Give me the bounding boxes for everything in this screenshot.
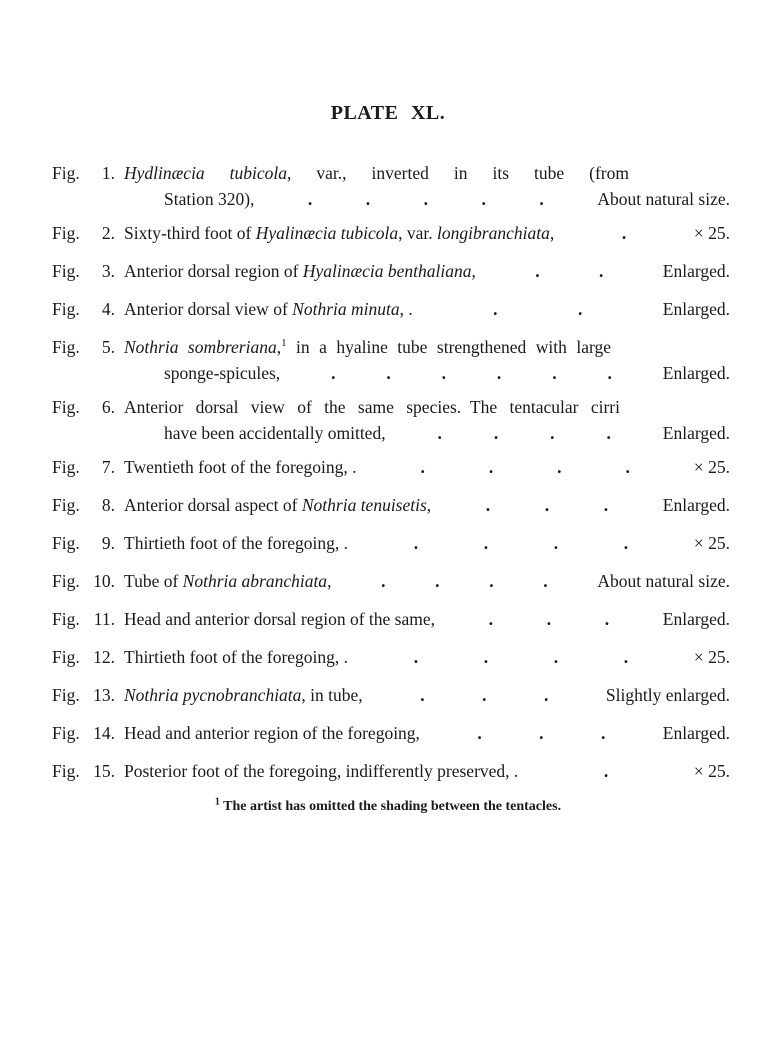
figure-number: 3.	[101, 261, 115, 281]
figure-entry	[52, 607, 730, 631]
figure-label: Fig.	[52, 299, 80, 319]
figure-result: About natural size.	[597, 189, 730, 209]
description-line	[124, 493, 730, 517]
figure-label-column	[52, 395, 115, 445]
description-line	[124, 335, 730, 359]
text-segment: Thirtieth foot of the foregoing, .	[124, 647, 349, 667]
species-name: Nothria sombreriana	[124, 337, 277, 357]
figure-label: Fig.	[52, 761, 80, 781]
text-segment: ,	[471, 261, 476, 281]
figure-text	[124, 531, 348, 555]
leader-dots	[386, 421, 663, 445]
leader-dot: .	[420, 457, 425, 477]
description-line	[164, 361, 730, 385]
figure-entry	[52, 493, 730, 517]
leader-dot: .	[553, 647, 559, 667]
figure-description	[115, 683, 730, 707]
figure-number: 1.	[101, 163, 115, 183]
leader-dots	[476, 259, 663, 283]
text-segment: Anterior dorsal view of	[124, 299, 293, 319]
figure-entry	[52, 395, 730, 445]
leader-dot: .	[483, 533, 489, 553]
leader-dot: .	[539, 189, 544, 209]
leader-dot: .	[441, 363, 447, 383]
leader-dot: .	[600, 723, 606, 743]
text-segment: Tube of	[124, 571, 183, 591]
text-segment: ,	[276, 337, 282, 357]
figure-label: Fig.	[52, 337, 80, 357]
figure-entry	[52, 455, 730, 479]
description-line	[124, 297, 730, 321]
figure-text	[124, 607, 435, 631]
leader-dot: .	[488, 609, 494, 629]
footnote-marker: 1	[214, 796, 220, 808]
species-name: Nothria pycnobranchiata	[124, 685, 302, 705]
text-segment: , var., inverted in its tube (from	[287, 163, 629, 183]
text-segment: Head and anterior region of the foregoing,	[124, 723, 420, 743]
text-segment: ,	[549, 223, 555, 243]
figure-list	[0, 161, 776, 783]
figure-result: × 25.	[693, 223, 730, 243]
figure-number: 10.	[93, 571, 115, 591]
leader-dot: .	[386, 363, 391, 383]
leader-dot: .	[546, 609, 552, 629]
figure-label: Fig.	[52, 685, 80, 705]
footnote	[0, 797, 776, 817]
figure-description	[115, 759, 730, 783]
leader-dot: .	[423, 189, 429, 209]
figure-description	[115, 335, 730, 385]
figure-result: Slightly enlarged.	[605, 685, 730, 705]
text-segment: , var.	[398, 223, 438, 243]
text-segment: Sixty-third foot of	[124, 223, 256, 243]
description-line	[124, 569, 730, 593]
figure-number: 11.	[93, 609, 115, 629]
leader-dot: .	[365, 189, 371, 209]
figure-text	[124, 493, 431, 517]
figure-entry	[52, 297, 730, 321]
figure-result: × 25.	[693, 533, 730, 553]
figure-label: Fig.	[52, 163, 80, 183]
leader-dots	[413, 297, 663, 321]
leader-dot: .	[437, 423, 442, 443]
figure-entry	[52, 335, 730, 385]
leader-dot: .	[485, 495, 491, 515]
description-line	[124, 645, 730, 669]
figure-label-column	[52, 607, 115, 631]
description-line	[124, 455, 730, 479]
figure-result: × 25.	[693, 647, 730, 667]
figure-number: 6.	[101, 397, 115, 417]
leader-dots	[357, 455, 694, 479]
figure-label-column	[52, 493, 115, 517]
figure-result: Enlarged.	[662, 299, 730, 319]
figure-label: Fig.	[52, 533, 80, 553]
figure-label: Fig.	[52, 457, 80, 477]
leader-dot: .	[539, 723, 544, 743]
description-line	[124, 607, 730, 631]
figure-entry	[52, 721, 730, 745]
figure-label: Fig.	[52, 397, 80, 417]
leader-dot: .	[413, 533, 419, 553]
text-segment: have been accidentally omitted,	[164, 423, 386, 443]
figure-description	[115, 161, 730, 211]
figure-label-column	[52, 161, 115, 211]
text-segment: Head and anterior dorsal region of the same,	[124, 609, 435, 629]
text-segment: 1	[281, 337, 287, 350]
figure-description	[115, 297, 730, 321]
leader-dots	[435, 607, 663, 631]
description-line	[124, 721, 730, 745]
text-segment: sponge-spicules,	[164, 363, 281, 383]
figure-number: 2.	[101, 223, 115, 243]
figure-number: 9.	[101, 533, 115, 553]
figure-entry	[52, 683, 730, 707]
figure-text	[124, 645, 348, 669]
leader-dot: .	[381, 571, 386, 591]
figure-text	[124, 395, 620, 419]
text-segment: in a hyaline tube strengthened with large	[286, 337, 611, 357]
figure-text	[124, 683, 363, 707]
leader-dot: .	[489, 571, 494, 591]
leader-dot: .	[606, 423, 611, 443]
leader-dot: .	[543, 685, 549, 705]
figure-number: 8.	[101, 495, 115, 515]
leader-dot: .	[603, 761, 609, 781]
leader-dots	[518, 759, 694, 783]
leader-dot: .	[331, 363, 336, 383]
figure-entry	[52, 645, 730, 669]
text-segment: Anterior dorsal view of the same species. The tentacular cirri	[124, 397, 620, 417]
figure-label: Fig.	[52, 495, 80, 515]
figure-description	[115, 493, 730, 517]
species-name: Hydlinæcia tubicola	[124, 163, 288, 183]
leader-dot: .	[623, 533, 629, 553]
description-line	[164, 421, 730, 445]
description-line	[124, 759, 730, 783]
leader-dot: .	[577, 299, 583, 319]
figure-description	[115, 395, 730, 445]
figure-number: 5.	[101, 337, 115, 357]
description-line	[124, 259, 730, 283]
figure-result: × 25.	[693, 761, 730, 781]
figure-text	[164, 361, 280, 385]
leader-dot: .	[481, 189, 486, 209]
leader-dot: .	[621, 223, 627, 243]
leader-dot: .	[413, 647, 419, 667]
figure-label: Fig.	[52, 261, 80, 281]
figure-text	[124, 721, 420, 745]
species-name: longibranchiata	[437, 223, 550, 243]
figure-entry	[52, 759, 730, 783]
figure-label-column	[52, 759, 115, 783]
leader-dot: .	[482, 685, 487, 705]
leader-dot: .	[535, 261, 540, 281]
figure-label-column	[52, 455, 115, 479]
text-segment: Anterior dorsal aspect of	[124, 495, 302, 515]
figure-text	[124, 297, 413, 321]
text-segment: Thirtieth foot of the foregoing, .	[124, 533, 349, 553]
text-segment: Posterior foot of the foregoing, indifferently preserved, .	[124, 761, 519, 781]
figure-description	[115, 259, 730, 283]
leader-dots	[554, 221, 694, 245]
species-name: Hyalinæcia benthaliana	[302, 261, 472, 281]
figure-text	[164, 187, 254, 211]
figure-entry	[52, 161, 730, 211]
leader-dots	[280, 361, 663, 385]
figure-label: Fig.	[52, 609, 80, 629]
figure-description	[115, 645, 730, 669]
figure-number: 7.	[101, 457, 115, 477]
species-name: Nothria tenuisetis	[301, 495, 427, 515]
plate-title: PLATE XL.	[330, 102, 446, 124]
text-segment: , in tube,	[301, 685, 363, 705]
description-line	[124, 221, 730, 245]
figure-text	[124, 161, 629, 185]
figure-description	[115, 455, 730, 479]
leader-dot: .	[496, 363, 502, 383]
figure-label-column	[52, 335, 115, 385]
leader-dot: .	[493, 423, 499, 443]
figure-entry	[52, 221, 730, 245]
figure-label-column	[52, 683, 115, 707]
figure-result: × 25.	[693, 457, 730, 477]
figure-result: Enlarged.	[662, 723, 730, 743]
text-segment: ,	[426, 495, 432, 515]
figure-label: Fig.	[52, 723, 80, 743]
leader-dot: .	[553, 533, 559, 553]
figure-description	[115, 531, 730, 555]
leader-dots	[431, 493, 663, 517]
figure-description	[115, 721, 730, 745]
leader-dot: .	[625, 457, 630, 477]
figure-label-column	[52, 569, 115, 593]
leader-dot: .	[623, 647, 629, 667]
figure-text	[124, 455, 357, 479]
figure-number: 14.	[93, 723, 115, 743]
leader-dot: .	[544, 495, 550, 515]
leader-dots	[420, 721, 663, 745]
figure-result: Enlarged.	[662, 363, 730, 383]
leader-dot: .	[550, 423, 555, 443]
figure-description	[115, 569, 730, 593]
description-line	[124, 161, 730, 185]
figure-entry	[52, 531, 730, 555]
leader-dot: .	[483, 647, 489, 667]
figure-description	[115, 607, 730, 631]
description-line	[164, 187, 730, 211]
text-segment: Station 320),	[164, 189, 255, 209]
figure-text	[164, 421, 386, 445]
text-segment: ,	[327, 571, 332, 591]
leader-dot: .	[599, 261, 604, 281]
leader-dots	[254, 187, 597, 211]
leader-dots	[348, 645, 694, 669]
figure-label-column	[52, 721, 115, 745]
figure-number: 15.	[93, 761, 115, 781]
figure-result: Enlarged.	[662, 495, 730, 515]
figure-text	[124, 259, 476, 283]
leader-dot: .	[543, 571, 548, 591]
figure-result: Enlarged.	[662, 261, 730, 281]
figure-label-column	[52, 221, 115, 245]
figure-label: Fig.	[52, 223, 80, 243]
figure-label-column	[52, 259, 115, 283]
leader-dot: .	[488, 457, 494, 477]
figure-label: Fig.	[52, 647, 80, 667]
figure-result: About natural size.	[597, 571, 730, 591]
leader-dots	[331, 569, 597, 593]
figure-label-column	[52, 645, 115, 669]
footnote-text: The artist has omitted the shading between the tentacles.	[223, 799, 562, 814]
figure-entry	[52, 569, 730, 593]
leader-dot: .	[477, 723, 482, 743]
text-segment: , .	[399, 299, 413, 319]
species-name: Nothria minuta	[292, 299, 400, 319]
species-name: Nothria abranchiata	[182, 571, 328, 591]
figure-number: 13.	[93, 685, 115, 705]
figure-text	[124, 759, 518, 783]
leader-dot: .	[493, 299, 498, 319]
leader-dots	[348, 531, 694, 555]
leader-dot: .	[557, 457, 562, 477]
figure-result: Enlarged.	[662, 609, 730, 629]
figure-label-column	[52, 531, 115, 555]
figure-label-column	[52, 297, 115, 321]
species-name: Hyalinæcia tubicola	[255, 223, 399, 243]
figure-number: 12.	[93, 647, 115, 667]
leader-dot: .	[604, 609, 610, 629]
figure-description	[115, 221, 730, 245]
leader-dot: .	[420, 685, 425, 705]
text-segment: Anterior dorsal region of	[124, 261, 303, 281]
description-line	[124, 395, 730, 419]
description-line	[124, 683, 730, 707]
figure-entry	[52, 259, 730, 283]
description-line	[124, 531, 730, 555]
leader-dots	[363, 683, 606, 707]
figure-text	[124, 569, 331, 593]
figure-label: Fig.	[52, 571, 80, 591]
figure-result: Enlarged.	[662, 423, 730, 443]
leader-dot: .	[603, 495, 609, 515]
leader-dot: .	[607, 363, 612, 383]
text-segment: Twentieth foot of the foregoing, .	[124, 457, 357, 477]
figure-text	[124, 335, 611, 359]
leader-dot: .	[552, 363, 557, 383]
leader-dot: .	[435, 571, 440, 591]
figure-text	[124, 221, 554, 245]
leader-dot: .	[307, 189, 313, 209]
figure-number: 4.	[101, 299, 115, 319]
